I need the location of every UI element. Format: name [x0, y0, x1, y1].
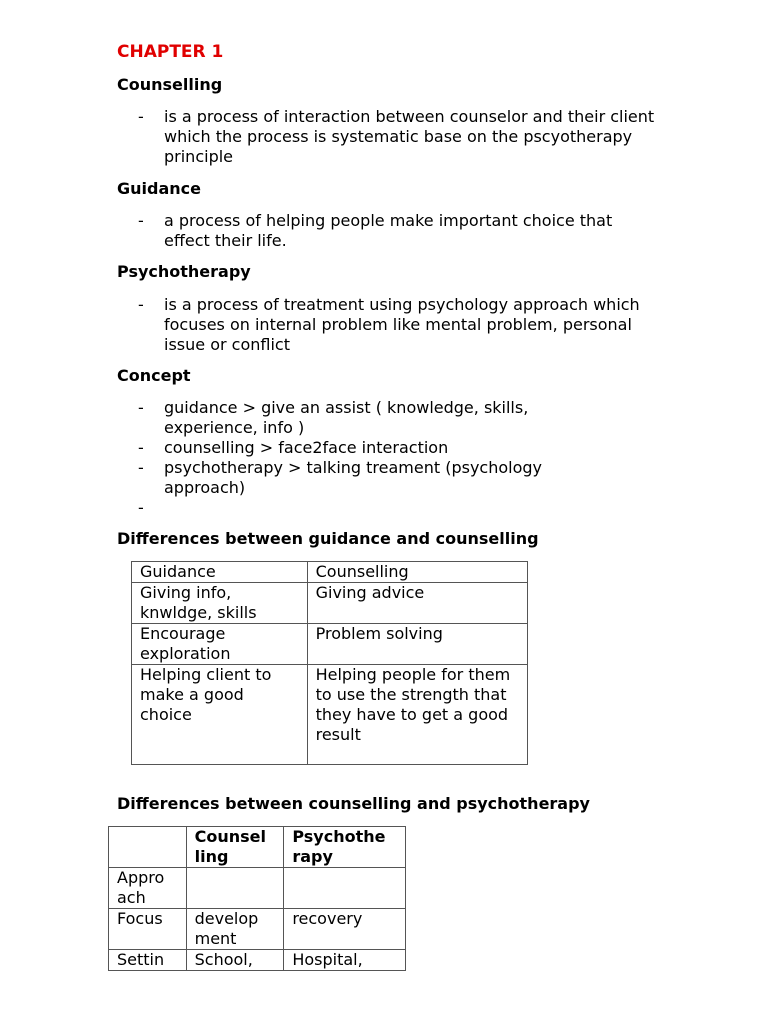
table-row — [109, 868, 406, 909]
bullet-text: guidance > give an assist ( knowledge, skills, experience, info ) — [164, 398, 529, 437]
table1-title: Differences between guidance and counselling — [117, 529, 539, 548]
bullet-item — [138, 458, 608, 498]
table2-title: Differences between counselling and psychotherapy — [117, 794, 590, 813]
table-cell: School, — [186, 950, 284, 971]
counselling-psychotherapy-table — [108, 826, 406, 971]
table-row — [109, 909, 406, 950]
bullet-dash: - — [138, 438, 144, 457]
bullet-item — [138, 211, 638, 251]
bullet-text: counselling > face2face interaction — [164, 438, 449, 457]
heading-concept: Concept — [117, 366, 191, 385]
chapter-title: CHAPTER 1 — [117, 42, 224, 62]
concept-bullets — [138, 398, 608, 518]
bullet-item — [138, 498, 608, 518]
table-cell: Focus — [109, 909, 187, 950]
table-row — [132, 665, 528, 765]
bullet-item — [138, 295, 678, 355]
guidance-counselling-table — [131, 561, 528, 765]
table-header-cell: Guidance — [132, 562, 308, 583]
table-row — [132, 624, 528, 665]
heading-guidance: Guidance — [117, 179, 201, 198]
table-row — [132, 583, 528, 624]
table-cell: Appro ach — [109, 868, 187, 909]
bullet-text: psychotherapy > talking treament (psychology approach) — [164, 458, 543, 497]
bullet-text: a process of helping people make important choice that effect their life. — [164, 211, 613, 250]
bullet-item — [138, 438, 608, 458]
bullet-dash: - — [138, 458, 144, 477]
bullet-item — [138, 107, 678, 167]
table-cell: recovery — [284, 909, 406, 950]
table-cell: Encourage exploration — [132, 624, 308, 665]
bullet-dash: - — [138, 211, 144, 230]
table-header-cell: Counsel ling — [186, 827, 284, 868]
bullet-text: is a process of treatment using psychology approach which focuses on internal problem like mental problem, personal issue or conflict — [164, 295, 640, 354]
table-cell: Problem solving — [307, 624, 527, 665]
table-header-cell: Psychothe rapy — [284, 827, 406, 868]
bullet-dash: - — [138, 498, 144, 517]
table-cell: Giving advice — [307, 583, 527, 624]
guidance-bullets — [138, 211, 638, 251]
bullet-dash: - — [138, 398, 144, 417]
bullet-text: is a process of interaction between counselor and their client which the process is systematic base on the pscyotherapy principle — [164, 107, 655, 166]
table-header-row — [132, 562, 528, 583]
table-cell — [284, 868, 406, 909]
table-cell: develop ment — [186, 909, 284, 950]
bullet-dash: - — [138, 295, 144, 314]
bullet-item — [138, 398, 608, 438]
table-cell: Giving info, knwldge, skills — [132, 583, 308, 624]
heading-psychotherapy: Psychotherapy — [117, 262, 251, 281]
table-cell: Settin — [109, 950, 187, 971]
table-cell: Helping people for them to use the strength that they have to get a good result — [307, 665, 527, 765]
table-cell — [186, 868, 284, 909]
table-cell: Helping client to make a good choice — [132, 665, 308, 765]
table-row — [109, 950, 406, 971]
counselling-bullets — [138, 107, 678, 167]
bullet-dash: - — [138, 107, 144, 126]
psychotherapy-bullets — [138, 295, 678, 355]
heading-counselling: Counselling — [117, 75, 223, 94]
table-header-cell: Counselling — [307, 562, 527, 583]
table-header-row — [109, 827, 406, 868]
table-header-cell — [109, 827, 187, 868]
table-cell: Hospital, — [284, 950, 406, 971]
